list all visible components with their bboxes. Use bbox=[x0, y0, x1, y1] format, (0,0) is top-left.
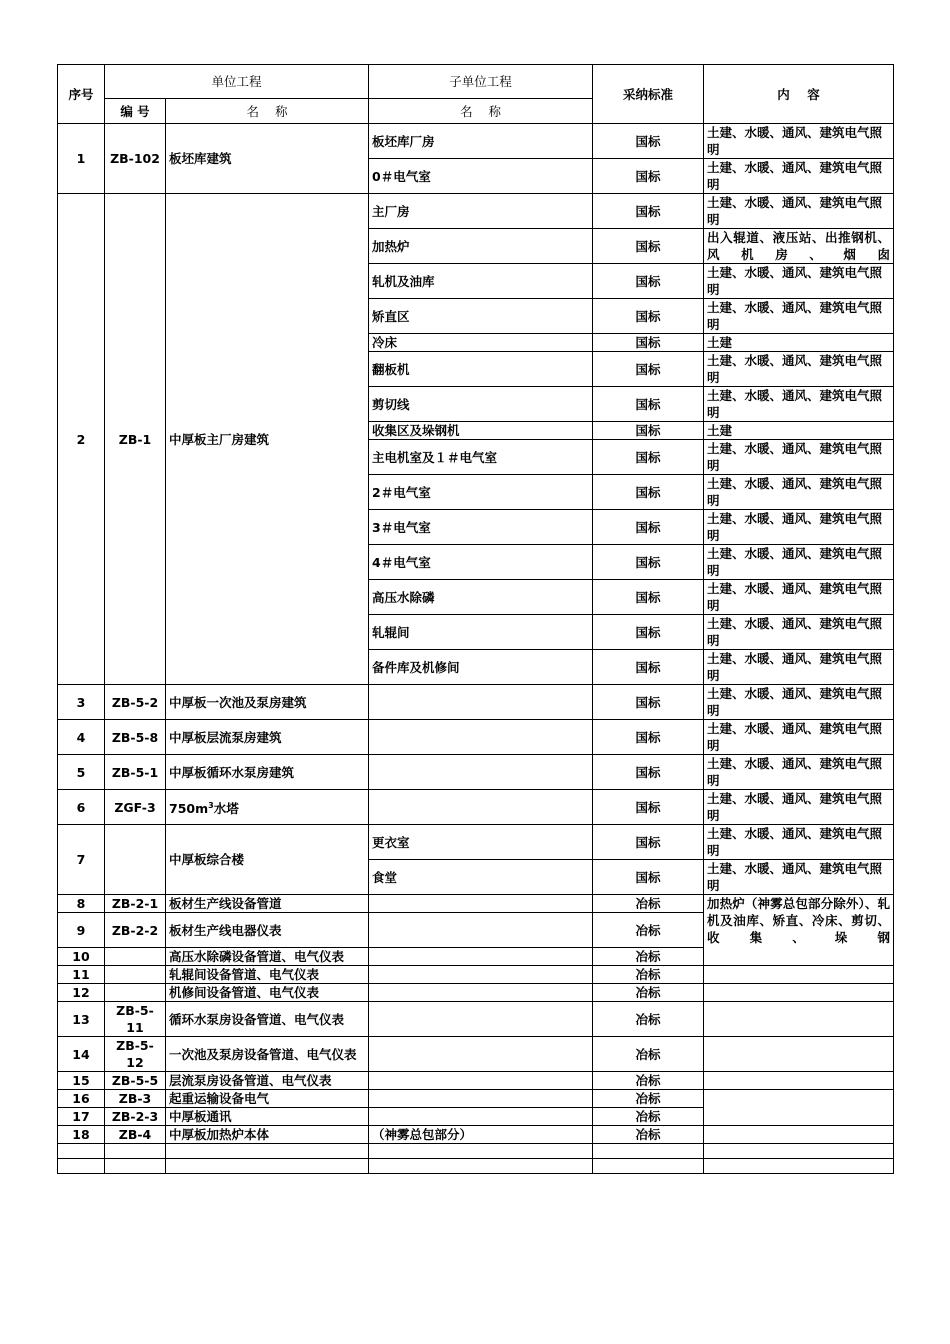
name-cell bbox=[166, 790, 369, 825]
empty-cell bbox=[105, 1159, 166, 1174]
standard-cell: 冶标 bbox=[593, 895, 704, 913]
header-seq: 序号 bbox=[58, 65, 105, 124]
name-cell: 层流泵房设备管道、电气仪表 bbox=[166, 1072, 369, 1090]
standard-cell: 冶标 bbox=[593, 1090, 704, 1108]
seq-cell: 9 bbox=[58, 913, 105, 948]
content-cell bbox=[704, 1090, 894, 1126]
standard-cell: 冶标 bbox=[593, 1072, 704, 1090]
standard-cell: 国标 bbox=[593, 422, 704, 440]
content-cell: 土建、水暖、通风、建筑电气照明 bbox=[704, 825, 894, 860]
empty-cell bbox=[105, 1144, 166, 1159]
empty-cell bbox=[58, 1159, 105, 1174]
code-cell: ZB-5-1 bbox=[105, 755, 166, 790]
name-cell: 中厚板层流泵房建筑 bbox=[166, 720, 369, 755]
standard-cell: 冶标 bbox=[593, 984, 704, 1002]
subname-cell: 3＃电气室 bbox=[369, 510, 593, 545]
subname-cell: 0＃电气室 bbox=[369, 159, 593, 194]
code-cell: ZB-5-8 bbox=[105, 720, 166, 755]
subname-cell bbox=[369, 1037, 593, 1072]
empty-cell bbox=[58, 1144, 105, 1159]
content-cell bbox=[704, 1002, 894, 1037]
subname-cell bbox=[369, 1090, 593, 1108]
content-cell: 土建、水暖、通风、建筑电气照明 bbox=[704, 580, 894, 615]
table-row bbox=[58, 685, 894, 720]
seq-cell: 10 bbox=[58, 948, 105, 966]
table-row-empty bbox=[58, 1159, 894, 1174]
standard-cell: 国标 bbox=[593, 387, 704, 422]
subname-cell: 加热炉 bbox=[369, 229, 593, 264]
standard-cell: 国标 bbox=[593, 440, 704, 475]
engineering-table bbox=[57, 64, 894, 1174]
table-row bbox=[58, 1002, 894, 1037]
seq-cell: 2 bbox=[58, 194, 105, 685]
standard-cell: 国标 bbox=[593, 720, 704, 755]
content-cell bbox=[704, 1126, 894, 1144]
content-cell: 土建、水暖、通风、建筑电气照明 bbox=[704, 264, 894, 299]
header-subunit: 子单位工程 bbox=[369, 65, 593, 99]
code-cell bbox=[105, 966, 166, 984]
name-suffix: 水塔 bbox=[213, 801, 239, 817]
subname-cell bbox=[369, 895, 593, 913]
superscript: 3 bbox=[208, 800, 214, 810]
empty-cell bbox=[704, 1159, 894, 1174]
standard-cell: 冶标 bbox=[593, 913, 704, 948]
subname-cell bbox=[369, 1108, 593, 1126]
seq-cell: 3 bbox=[58, 685, 105, 720]
standard-cell: 国标 bbox=[593, 755, 704, 790]
table-row bbox=[58, 1126, 894, 1144]
code-cell: ZB-3 bbox=[105, 1090, 166, 1108]
standard-cell: 国标 bbox=[593, 124, 704, 159]
subname-cell: 高压水除磷 bbox=[369, 580, 593, 615]
name-cell: 一次池及泵房设备管道、电气仪表 bbox=[166, 1037, 369, 1072]
content-cell: 土建、水暖、通风、建筑电气照明 bbox=[704, 124, 894, 159]
standard-cell: 国标 bbox=[593, 580, 704, 615]
header-content: 内 容 bbox=[704, 65, 894, 124]
subname-cell: 主厂房 bbox=[369, 194, 593, 229]
seq-cell: 16 bbox=[58, 1090, 105, 1108]
empty-cell bbox=[369, 1144, 593, 1159]
header-subname: 名 称 bbox=[369, 99, 593, 124]
seq-cell: 1 bbox=[58, 124, 105, 194]
subname-cell bbox=[369, 755, 593, 790]
header-name: 名 称 bbox=[166, 99, 369, 124]
subname-cell: 主电机室及１＃电气室 bbox=[369, 440, 593, 475]
content-cell: 土建、水暖、通风、建筑电气照明 bbox=[704, 440, 894, 475]
standard-cell: 国标 bbox=[593, 510, 704, 545]
seq-cell: 18 bbox=[58, 1126, 105, 1144]
table-row bbox=[58, 825, 894, 860]
code-cell: ZB-4 bbox=[105, 1126, 166, 1144]
standard-cell: 国标 bbox=[593, 790, 704, 825]
subname-cell bbox=[369, 685, 593, 720]
header-unit: 单位工程 bbox=[105, 65, 369, 99]
name-cell: 板坯库建筑 bbox=[166, 124, 369, 194]
content-cell bbox=[704, 1037, 894, 1072]
subname-cell: 冷床 bbox=[369, 334, 593, 352]
name-cell: 循环水泵房设备管道、电气仪表 bbox=[166, 1002, 369, 1037]
name-cell: 高压水除磷设备管道、电气仪表 bbox=[166, 948, 369, 966]
content-cell: 土建、水暖、通风、建筑电气照明 bbox=[704, 352, 894, 387]
standard-cell: 冶标 bbox=[593, 1126, 704, 1144]
code-cell: ZB-1 bbox=[105, 194, 166, 685]
table-row-empty bbox=[58, 1144, 894, 1159]
table-row bbox=[58, 966, 894, 984]
content-cell-merged: 加热炉（神雾总包部分除外）、轧机及油库、矫直、冷床、剪切、收集、垛钢 bbox=[704, 895, 894, 966]
name-cell: 中厚板综合楼 bbox=[166, 825, 369, 895]
content-cell: 土建、水暖、通风、建筑电气照明 bbox=[704, 685, 894, 720]
standard-cell: 国标 bbox=[593, 615, 704, 650]
seq-cell: 8 bbox=[58, 895, 105, 913]
content-cell: 出入辊道、液压站、出推钢机、风机房、烟囱 bbox=[704, 229, 894, 264]
name-cell: 板材生产线设备管道 bbox=[166, 895, 369, 913]
header-standard: 采纳标准 bbox=[593, 65, 704, 124]
subname-cell: 翻板机 bbox=[369, 352, 593, 387]
content-cell bbox=[704, 1072, 894, 1090]
content-cell: 土建、水暖、通风、建筑电气照明 bbox=[704, 860, 894, 895]
content-cell: 土建、水暖、通风、建筑电气照明 bbox=[704, 790, 894, 825]
standard-cell: 国标 bbox=[593, 159, 704, 194]
name-cell: 中厚板循环水泵房建筑 bbox=[166, 755, 369, 790]
content-cell: 土建、水暖、通风、建筑电气照明 bbox=[704, 755, 894, 790]
subname-cell: 轧机及油库 bbox=[369, 264, 593, 299]
subname-cell bbox=[369, 720, 593, 755]
code-cell: ZB-2-3 bbox=[105, 1108, 166, 1126]
standard-cell: 国标 bbox=[593, 650, 704, 685]
subname-cell: 4＃电气室 bbox=[369, 545, 593, 580]
name-cell: 机修间设备管道、电气仪表 bbox=[166, 984, 369, 1002]
seq-cell: 17 bbox=[58, 1108, 105, 1126]
code-cell: ZB-2-2 bbox=[105, 913, 166, 948]
content-cell: 土建、水暖、通风、建筑电气照明 bbox=[704, 299, 894, 334]
seq-cell: 11 bbox=[58, 966, 105, 984]
standard-cell: 国标 bbox=[593, 264, 704, 299]
subname-cell bbox=[369, 913, 593, 948]
name-cell: 中厚板主厂房建筑 bbox=[166, 194, 369, 685]
content-cell: 土建、水暖、通风、建筑电气照明 bbox=[704, 615, 894, 650]
table-row bbox=[58, 755, 894, 790]
name-prefix: 750m bbox=[169, 801, 209, 817]
subname-cell bbox=[369, 984, 593, 1002]
empty-cell bbox=[704, 1144, 894, 1159]
subname-cell: 食堂 bbox=[369, 860, 593, 895]
seq-cell: 12 bbox=[58, 984, 105, 1002]
header-code: 编 号 bbox=[105, 99, 166, 124]
content-cell: 土建、水暖、通风、建筑电气照明 bbox=[704, 510, 894, 545]
subname-cell: 剪切线 bbox=[369, 387, 593, 422]
content-cell: 土建、水暖、通风、建筑电气照明 bbox=[704, 720, 894, 755]
name-cell: 中厚板加热炉本体 bbox=[166, 1126, 369, 1144]
subname-cell bbox=[369, 790, 593, 825]
subname-cell: （神雾总包部分） bbox=[369, 1126, 593, 1144]
code-cell: ZB-5-12 bbox=[105, 1037, 166, 1072]
standard-cell: 国标 bbox=[593, 334, 704, 352]
table-row bbox=[58, 124, 894, 159]
seq-cell: 7 bbox=[58, 825, 105, 895]
seq-cell: 13 bbox=[58, 1002, 105, 1037]
subname-cell bbox=[369, 1072, 593, 1090]
empty-cell bbox=[593, 1144, 704, 1159]
standard-cell: 国标 bbox=[593, 352, 704, 387]
name-cell: 起重运输设备电气 bbox=[166, 1090, 369, 1108]
name-cell: 板材生产线电器仪表 bbox=[166, 913, 369, 948]
code-cell: ZB-5-2 bbox=[105, 685, 166, 720]
subname-cell bbox=[369, 966, 593, 984]
standard-cell: 冶标 bbox=[593, 948, 704, 966]
seq-cell: 6 bbox=[58, 790, 105, 825]
table-row bbox=[58, 1072, 894, 1090]
table-row bbox=[58, 895, 894, 913]
code-cell: ZB-102 bbox=[105, 124, 166, 194]
table-row bbox=[58, 1090, 894, 1108]
subname-cell: 轧辊间 bbox=[369, 615, 593, 650]
seq-cell: 15 bbox=[58, 1072, 105, 1090]
content-cell: 土建 bbox=[704, 422, 894, 440]
content-cell: 土建、水暖、通风、建筑电气照明 bbox=[704, 650, 894, 685]
content-cell: 土建、水暖、通风、建筑电气照明 bbox=[704, 387, 894, 422]
standard-cell: 国标 bbox=[593, 825, 704, 860]
standard-cell: 冶标 bbox=[593, 1037, 704, 1072]
empty-cell bbox=[369, 1159, 593, 1174]
seq-cell: 14 bbox=[58, 1037, 105, 1072]
standard-cell: 国标 bbox=[593, 194, 704, 229]
table-row bbox=[58, 194, 894, 229]
content-cell bbox=[704, 984, 894, 1002]
content-cell bbox=[704, 966, 894, 984]
seq-cell: 5 bbox=[58, 755, 105, 790]
name-cell: 轧辊间设备管道、电气仪表 bbox=[166, 966, 369, 984]
empty-cell bbox=[166, 1144, 369, 1159]
standard-cell: 国标 bbox=[593, 299, 704, 334]
name-cell: 中厚板一次池及泵房建筑 bbox=[166, 685, 369, 720]
standard-cell: 冶标 bbox=[593, 966, 704, 984]
seq-cell: 4 bbox=[58, 720, 105, 755]
code-cell: ZB-5-11 bbox=[105, 1002, 166, 1037]
code-cell bbox=[105, 984, 166, 1002]
subname-cell: 备件库及机修间 bbox=[369, 650, 593, 685]
content-cell: 土建 bbox=[704, 334, 894, 352]
content-cell: 土建、水暖、通风、建筑电气照明 bbox=[704, 545, 894, 580]
code-cell bbox=[105, 825, 166, 895]
empty-cell bbox=[593, 1159, 704, 1174]
standard-cell: 国标 bbox=[593, 475, 704, 510]
table-row bbox=[58, 790, 894, 825]
empty-cell bbox=[166, 1159, 369, 1174]
content-cell: 土建、水暖、通风、建筑电气照明 bbox=[704, 475, 894, 510]
subname-cell: 板坯库厂房 bbox=[369, 124, 593, 159]
standard-cell: 国标 bbox=[593, 860, 704, 895]
subname-cell bbox=[369, 948, 593, 966]
name-cell: 中厚板通讯 bbox=[166, 1108, 369, 1126]
code-cell: ZGF-3 bbox=[105, 790, 166, 825]
table-row bbox=[58, 1037, 894, 1072]
standard-cell: 冶标 bbox=[593, 1108, 704, 1126]
subname-cell bbox=[369, 1002, 593, 1037]
standard-cell: 冶标 bbox=[593, 1002, 704, 1037]
standard-cell: 国标 bbox=[593, 229, 704, 264]
content-cell: 土建、水暖、通风、建筑电气照明 bbox=[704, 194, 894, 229]
content-cell: 土建、水暖、通风、建筑电气照明 bbox=[704, 159, 894, 194]
subname-cell: 2＃电气室 bbox=[369, 475, 593, 510]
code-cell: ZB-5-5 bbox=[105, 1072, 166, 1090]
subname-cell: 收集区及垛钢机 bbox=[369, 422, 593, 440]
subname-cell: 更衣室 bbox=[369, 825, 593, 860]
table-row bbox=[58, 984, 894, 1002]
subname-cell: 矫直区 bbox=[369, 299, 593, 334]
code-cell bbox=[105, 948, 166, 966]
code-cell: ZB-2-1 bbox=[105, 895, 166, 913]
table-row bbox=[58, 720, 894, 755]
standard-cell: 国标 bbox=[593, 545, 704, 580]
standard-cell: 国标 bbox=[593, 685, 704, 720]
